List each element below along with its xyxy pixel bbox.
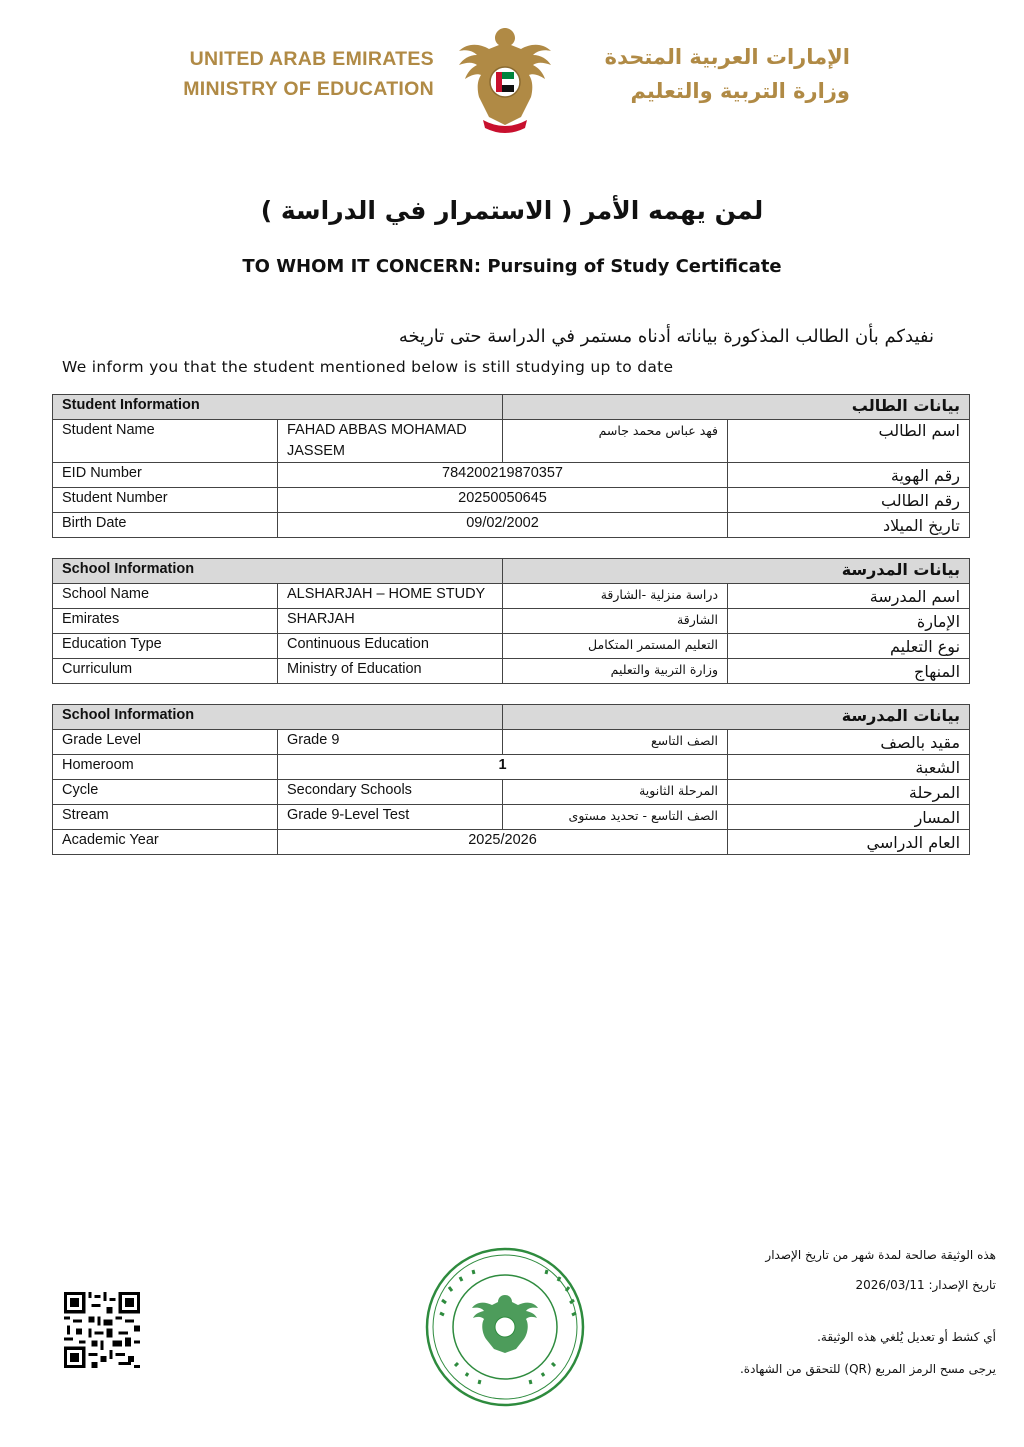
row-label-en: Student Name [53,420,278,463]
row-label-en: EID Number [53,463,278,488]
row-value-ar: وزارة التربية والتعليم [503,659,728,684]
row-label-ar: العام الدراسي [728,830,970,855]
row-label-ar: المنهاج [728,659,970,684]
row-label-ar: تاريخ الميلاد [728,513,970,538]
country-name-en: UNITED ARAB EMIRATES [189,48,434,70]
row-value-en: Ministry of Education [278,659,503,684]
section-header-en: School Information [53,705,503,730]
table-row [53,755,970,780]
table-header-row [53,559,970,584]
ministry-title-en: MINISTRY OF EDUCATION [183,78,434,100]
row-value-en: Grade 9-Level Test [278,805,503,830]
table-row [53,730,970,755]
table-row [53,659,970,684]
row-value: 09/02/2002 [278,513,728,538]
ministry-name-ar [560,40,850,108]
tamper-warning: أي كشط أو تعديل يُلغي هذه الوثيقة. [817,1330,996,1344]
row-label-en: Curriculum [53,659,278,684]
ministry-name-en [162,44,434,104]
certificate-title-en: TO WHOM IT CONCERN: Pursuing of Study Certificate [242,256,782,277]
row-label-ar: الإمارة [728,609,970,634]
row-label-en: Stream [53,805,278,830]
row-value: 2025/2026 [278,830,728,855]
row-label-en: Homeroom [53,755,278,780]
table-header-row [53,705,970,730]
row-value-ar: الصف التاسع - تحديد مستوى [503,805,728,830]
table-row [53,780,970,805]
certificate-title-ar: لمن يهمه الأمر ( الاستمرار في الدراسة ) [260,196,764,225]
row-value-ar: التعليم المستمر المتكامل [503,634,728,659]
ministry-stamp-icon [422,1247,588,1407]
section-header-en: School Information [53,559,503,584]
school-info-table [52,558,970,684]
section-header-ar: بيانات الطالب [503,395,970,420]
country-name-ar: الإمارات العربية المتحدة [604,45,850,69]
row-label-ar: الشعبة [728,755,970,780]
section-header-en: Student Information [53,395,503,420]
ministry-title-ar: وزارة التربية والتعليم [630,79,850,103]
row-label-ar: المسار [728,805,970,830]
row-value-en: Continuous Education [278,634,503,659]
table-row [53,513,970,538]
row-label-ar: رقم الطالب [728,488,970,513]
table-row [53,420,970,463]
row-label-en: Academic Year [53,830,278,855]
intro-text-en: We inform you that the student mentioned below is still studying up to date [62,358,674,376]
row-value: 784200219870357 [278,463,728,488]
class-info-table [52,704,970,855]
row-value-ar: الشارقة [503,609,728,634]
table-row [53,463,970,488]
row-value-en: Grade 9 [278,730,503,755]
row-value: 1 [278,755,728,780]
section-header-ar: بيانات المدرسة [503,559,970,584]
row-value-en: SHARJAH [278,609,503,634]
row-label-ar: مقيد بالصف [728,730,970,755]
table-row [53,805,970,830]
row-label-ar: رقم الهوية [728,463,970,488]
qr-code-icon[interactable] [64,1292,140,1368]
row-value-en: ALSHARJAH – HOME STUDY [278,584,503,609]
row-value-ar: المرحلة الثانوية [503,780,728,805]
validity-note: هذه الوثيقة صالحة لمدة شهر من تاريخ الإصدار [765,1248,996,1262]
row-label-ar: اسم المدرسة [728,584,970,609]
student-info-table [52,394,970,538]
intro-text-ar: نفيدكم بأن الطالب المذكورة بياناته أدناه مستمر في الدراسة حتى تاريخه [398,326,934,347]
row-label-en: Grade Level [53,730,278,755]
row-value-ar: فهد عباس محمد جاسم [503,420,728,463]
row-label-ar: المرحلة [728,780,970,805]
table-row [53,609,970,634]
uae-emblem-icon [455,20,555,140]
row-label-ar: نوع التعليم [728,634,970,659]
row-label-en: Student Number [53,488,278,513]
row-value-en: FAHAD ABBAS MOHAMAD JASSEM [278,420,503,463]
table-row [53,634,970,659]
row-value-ar: الصف التاسع [503,730,728,755]
row-label-en: School Name [53,584,278,609]
row-label-en: Emirates [53,609,278,634]
issue-date: تاريخ الإصدار: 2026/03/11 [855,1278,996,1292]
section-header-ar: بيانات المدرسة [503,705,970,730]
table-row [53,488,970,513]
row-label-en: Education Type [53,634,278,659]
row-label-en: Cycle [53,780,278,805]
table-row [53,584,970,609]
row-value-en: Secondary Schools [278,780,503,805]
table-header-row [53,395,970,420]
row-value: 20250050645 [278,488,728,513]
row-value-ar: دراسة منزلية -الشارقة [503,584,728,609]
qr-instruction: يرجى مسح الرمز المربع (QR) للتحقق من الشهادة. [739,1362,996,1376]
row-label-ar: اسم الطالب [728,420,970,463]
row-label-en: Birth Date [53,513,278,538]
table-row [53,830,970,855]
